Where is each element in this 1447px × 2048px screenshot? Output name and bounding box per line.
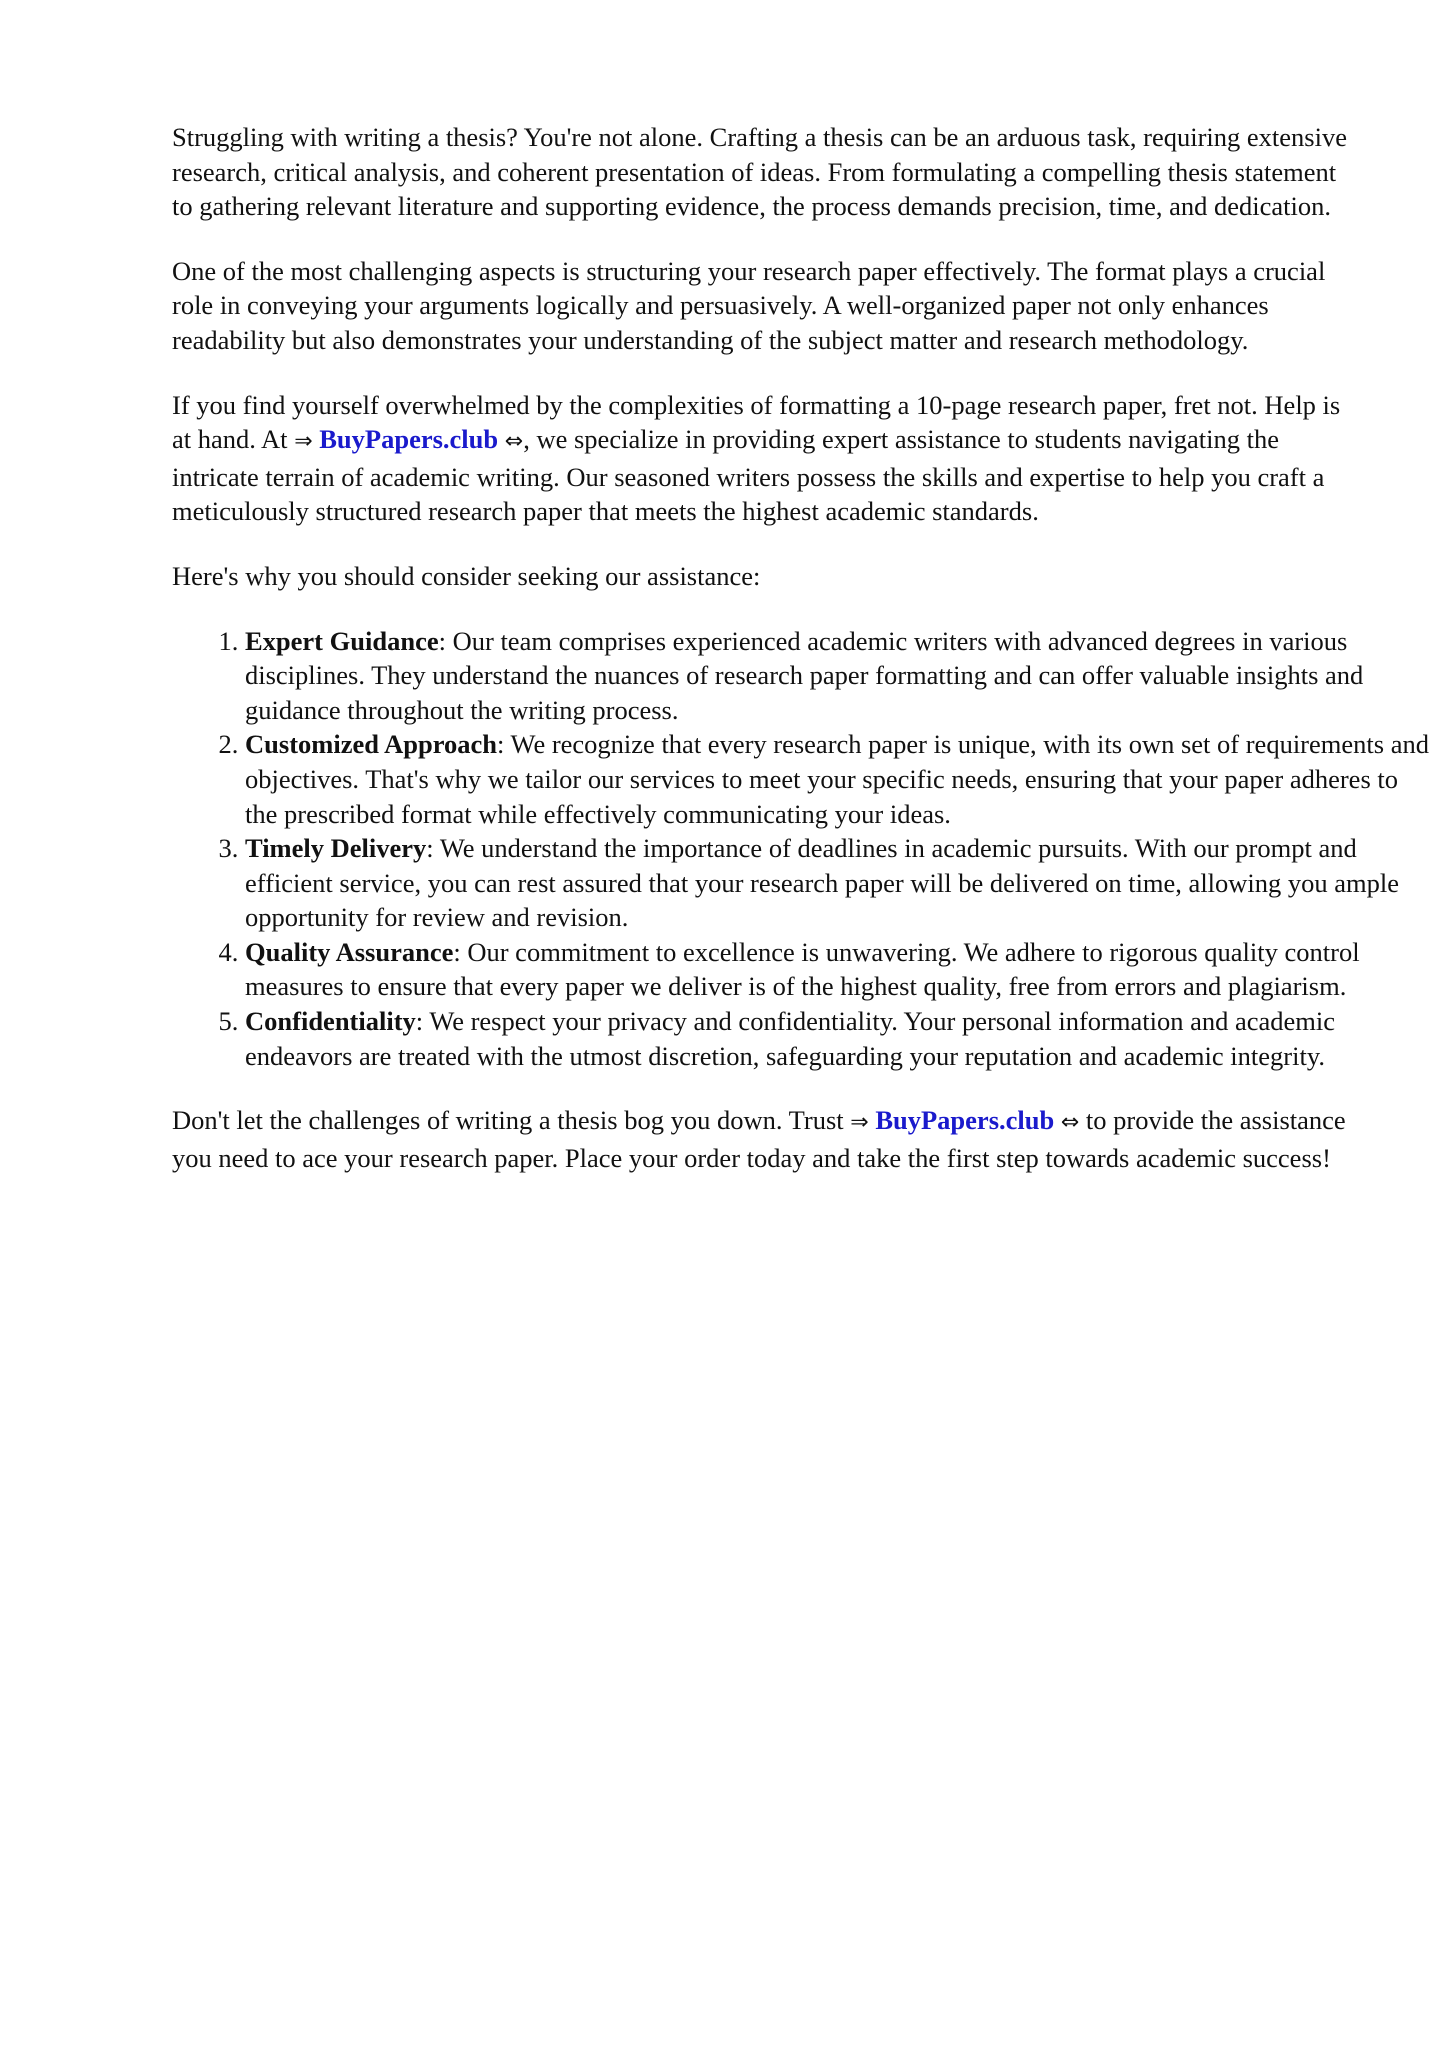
- help-paragraph: [172, 388, 1362, 529]
- double-arrow-icon: ⇔: [504, 429, 524, 455]
- list-item-sep: :: [438, 625, 446, 656]
- list-item-title: Customized Approach: [245, 729, 498, 760]
- benefits-list: [172, 624, 1435, 1074]
- list-item-text: We recognize that every research paper is unique, with its own set of requirements and objectives. That's why we tailor our services to meet your specific needs, ensuring that your paper adheres to the prescribed format while effectively communicating your ideas.: [245, 729, 1429, 829]
- intro-paragraph: Struggling with writing a thesis? You're not alone. Crafting a thesis can be an arduous task, requiring extensive research, critical analysis, and coherent presentation of ideas. From formulating a compelling thesis statement to gathering relevant literature and supporting evidence, the process demands precision, time, and dedication.: [172, 122, 1347, 222]
- closing-paragraph: [172, 1103, 1362, 1175]
- list-item-title: Confidentiality: [245, 1006, 416, 1037]
- structure-paragraph: One of the most challenging aspects is structuring your research paper effectively. The format plays a crucial role in conveying your arguments logically and persuasively. A well-organized paper not only enhances readability but also demonstrates your understanding of the subject matter and research methodology.: [172, 255, 1326, 355]
- list-item-title: Quality Assurance: [245, 936, 454, 967]
- document-page: [172, 120, 1429, 1205]
- right-arrow-icon: ⇒: [294, 429, 313, 455]
- list-item: [245, 831, 1435, 935]
- right-arrow-icon: ⇒: [850, 1110, 869, 1136]
- list-item-text: Our team comprises experienced academic writers with advanced degrees in various disciplines. They understand the nuances of research paper formatting and can offer valuable insights and guidance throughout the writing process.: [245, 625, 1364, 725]
- help-text-after: , we specialize in providing expert assistance to students navigating the intricate terrain of academic writing. Our seasoned writers possess the skills and expertise to help you craft a meticulously structured research paper that meets the highest academic standards.: [172, 424, 1325, 527]
- list-item-sep: :: [415, 1006, 424, 1037]
- double-arrow-icon: ⇔: [1060, 1110, 1080, 1136]
- list-item: [245, 1004, 1435, 1073]
- list-item: [245, 935, 1435, 1004]
- closing-text-before: Don't let the challenges of writing a thesis bog you down. Trust: [172, 1105, 851, 1136]
- list-item-text: We understand the importance of deadlines in academic pursuits. With our prompt and efficient service, you can rest assured that your research paper will be delivered on time, allowing you ample opportunity for review and revision.: [245, 833, 1400, 933]
- list-intro-paragraph: Here's why you should consider seeking our assistance:: [172, 560, 761, 591]
- help-text-before: If you find yourself overwhelmed by the complexities of formatting a 10-page research paper, fret not. Help is at hand. At: [172, 389, 1341, 455]
- list-item-text: Our commitment to excellence is unwavering. We adhere to rigorous quality control measures to ensure that every paper we deliver is of the highest quality, free from errors and plagiarism.: [245, 936, 1360, 1002]
- list-item-title: Expert Guidance: [245, 625, 439, 656]
- list-item-title: Timely Delivery: [245, 833, 427, 864]
- list-item: [245, 624, 1435, 728]
- list-item: [245, 727, 1435, 831]
- buypapers-link[interactable]: BuyPapers.club: [319, 424, 499, 455]
- closing-text-after: to provide the assistance you need to ace your research paper. Place your order today and take the first step towards academic success!: [172, 1105, 1346, 1173]
- list-item-sep: :: [453, 936, 461, 967]
- list-item-sep: :: [426, 833, 434, 864]
- buypapers-link[interactable]: BuyPapers.club: [875, 1105, 1055, 1136]
- list-item-sep: :: [497, 729, 505, 760]
- list-item-text: We respect your privacy and confidentiality. Your personal information and academic endeavors are treated with the utmost discretion, safeguarding your reputation and academic integrity.: [245, 1006, 1336, 1071]
